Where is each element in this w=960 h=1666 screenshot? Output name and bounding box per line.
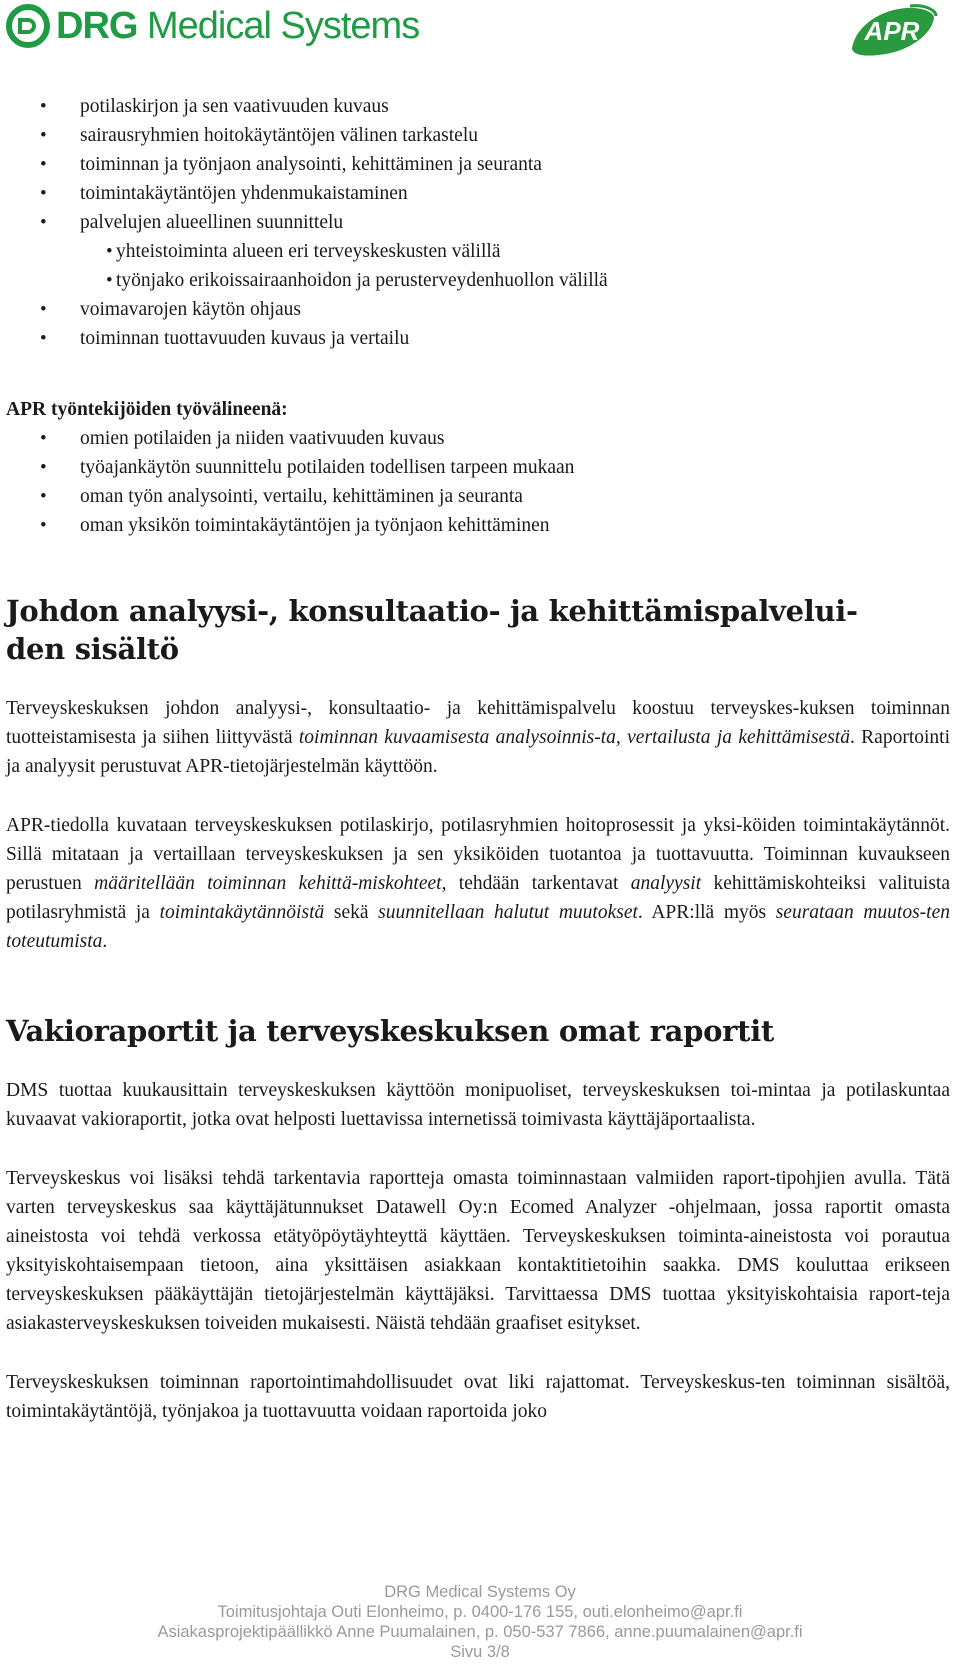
text-run: , tehdään tarkentavat	[441, 873, 631, 894]
list-item: • toiminnan ja työnjaon analysointi, kehittäminen ja seuranta	[6, 150, 956, 179]
heading-line: Johdon analyysi-, konsultaatio- ja kehittämispalvelui-	[6, 594, 858, 628]
text-run: sekä	[324, 902, 379, 923]
paragraph: DMS tuottaa kuukausittain terveyskeskuksen käyttöön monipuoliset, terveyskeskuksen toi-mintaa ja potilaskuntaa kuvaavat vakioraportit, jotka ovat helposti luettavissa internetissä toimivasta käyttäjäportaalista.	[6, 1080, 950, 1130]
section-heading-management-services	[6, 592, 956, 668]
list-item: • oman työn analysointi, vertailu, kehittäminen ja seuranta	[6, 482, 956, 511]
page-header	[0, 0, 960, 62]
apr-logo-icon	[846, 4, 938, 58]
list-item: • toimintakäytäntöjen yhdenmukaistaminen	[6, 179, 956, 208]
footer-project-manager-contact: Asiakasprojektipäällikkö Anne Puumalainen, p. 050-537 7866, anne.puumalainen@apr.fi	[157, 1623, 803, 1641]
text-run-italic: määritellään toiminnan kehittä-miskohteet	[94, 873, 442, 894]
list-item: • voimavarojen käytön ohjaus	[6, 295, 956, 324]
list-item: • työajankäytön suunnittelu potilaiden todellisen tarpeen mukaan	[6, 453, 956, 482]
footer-company: DRG Medical Systems Oy	[384, 1583, 576, 1601]
page-footer	[0, 1582, 960, 1662]
text-run: APR-tiedolla kuvataan terveyskeskuksen potilaskirjo, potilasryhmien hoitoprosessit ja yksi-köiden toimintakäytännöt. Sillä mitataan ja vertaillaan terveyskeskuksen ja sen yksiköiden tuotantoa ja tuottavuutta. Toiminnan kuvaukseen perustuen	[6, 815, 950, 894]
paragraph	[6, 811, 950, 956]
list-item: • toiminnan tuottavuuden kuvaus ja vertailu	[6, 324, 956, 353]
list-item: • sairausryhmien hoitokäytäntöjen välinen tarkastelu	[6, 121, 956, 150]
heading-line: den sisältö	[6, 632, 179, 666]
text-run-italic: toimintakäytännöistä	[159, 902, 325, 923]
text-run-italic: toiminnan kuvaamisesta analysoinnis-ta, vertailusta ja kehittämisestä	[298, 727, 850, 748]
sub-list-item: • työnjako erikoissairaanhoidon ja perusterveydenhuollon välillä	[6, 266, 956, 295]
list-item: • palvelujen alueellinen suunnittelu	[6, 208, 956, 237]
section-heading-standard-reports: Vakioraportit ja terveyskeskuksen omat raportit	[6, 1014, 775, 1048]
text-run: . Raportointi ja analyysit perustuvat APR-tietojärjestelmän käyttöön.	[6, 727, 950, 777]
text-run-italic: seurataan muutos-ten toteutumista	[6, 902, 950, 952]
list-item: • potilaskirjon ja sen vaativuuden kuvaus	[6, 92, 956, 121]
text-run-italic: analyysit	[630, 873, 702, 894]
text-run: . APR:llä myös	[637, 902, 776, 923]
text-run: .	[102, 931, 108, 952]
paragraph: Terveyskeskus voi lisäksi tehdä tarkentavia raportteja omasta toiminnastaan valmiiden raport-tipohjien avulla. Tätä varten terveyskeskus saa käyttäjätunnukset Datawell Oy:n Ecomed Analyzer -ohjelmaan, jossa raportit omasta aineistosta voi tehdä verkossa etätyöpöytäyhteyttä käyttäen. Terveyskeskuksen toiminta-aineistosta voi porautua yksityiskohtaisempaan tietoon, aina yksittäisen asiakkaan kontaktitietoihin saakka. DMS kouluttaa erikseen terveyskeskuksen pääkäyttäjän tietojärjestelmän käyttäjäksi. Tarvittaessa DMS tuottaa yksityiskohtaisia raport-teja asiakasterveyskeskuksen toiveiden mukaisesti. Näistä tehdään graafiset esitykset.	[6, 1168, 950, 1334]
footer-page-number: Sivu 3/8	[450, 1643, 510, 1661]
footer-ceo-contact: Toimitusjohtaja Outi Elonheimo, p. 0400-176 155, outi.elonheimo@apr.fi	[217, 1603, 743, 1621]
drg-logo-initials: DRG	[56, 4, 138, 47]
drg-logo-rest: Medical Systems	[137, 4, 420, 47]
drg-logo	[6, 4, 419, 48]
text-run: kehittämiskohteiksi valituista potilasryhmistä ja	[6, 873, 951, 923]
apr-uses-list	[6, 92, 956, 353]
sub-list-item: • yhteistoiminta alueen eri terveyskeskusten välillä	[6, 237, 956, 266]
list-item: • omien potilaiden ja niiden vaativuuden kuvaus	[6, 424, 956, 453]
document-body	[6, 92, 956, 1426]
drg-logo-mark-icon	[6, 4, 50, 48]
paragraph: Terveyskeskuksen toiminnan raportointimahdollisuudet ovat liki rajattomat. Terveyskeskus-ten toiminnan sisältöä, toimintakäytäntöjä, työnjakoa ja tuottavuutta voidaan raportoida joko	[6, 1372, 950, 1422]
text-run: Terveyskeskuksen johdon analyysi-, konsultaatio- ja kehittämispalvelu koostuu terveyskes-kuksen toiminnan tuotteistamisesta ja siihen liittyvästä	[6, 698, 950, 748]
text-run-italic: suunnitellaan halutut muutokset	[378, 902, 638, 923]
list-item: • oman yksikön toimintakäytäntöjen ja työnjaon kehittäminen	[6, 511, 956, 540]
paragraph	[6, 694, 950, 781]
apr-logo-text: APR	[864, 16, 920, 46]
apr-employees-heading: APR työntekijöiden työvälineenä:	[6, 399, 288, 420]
apr-employees-list	[6, 424, 956, 540]
